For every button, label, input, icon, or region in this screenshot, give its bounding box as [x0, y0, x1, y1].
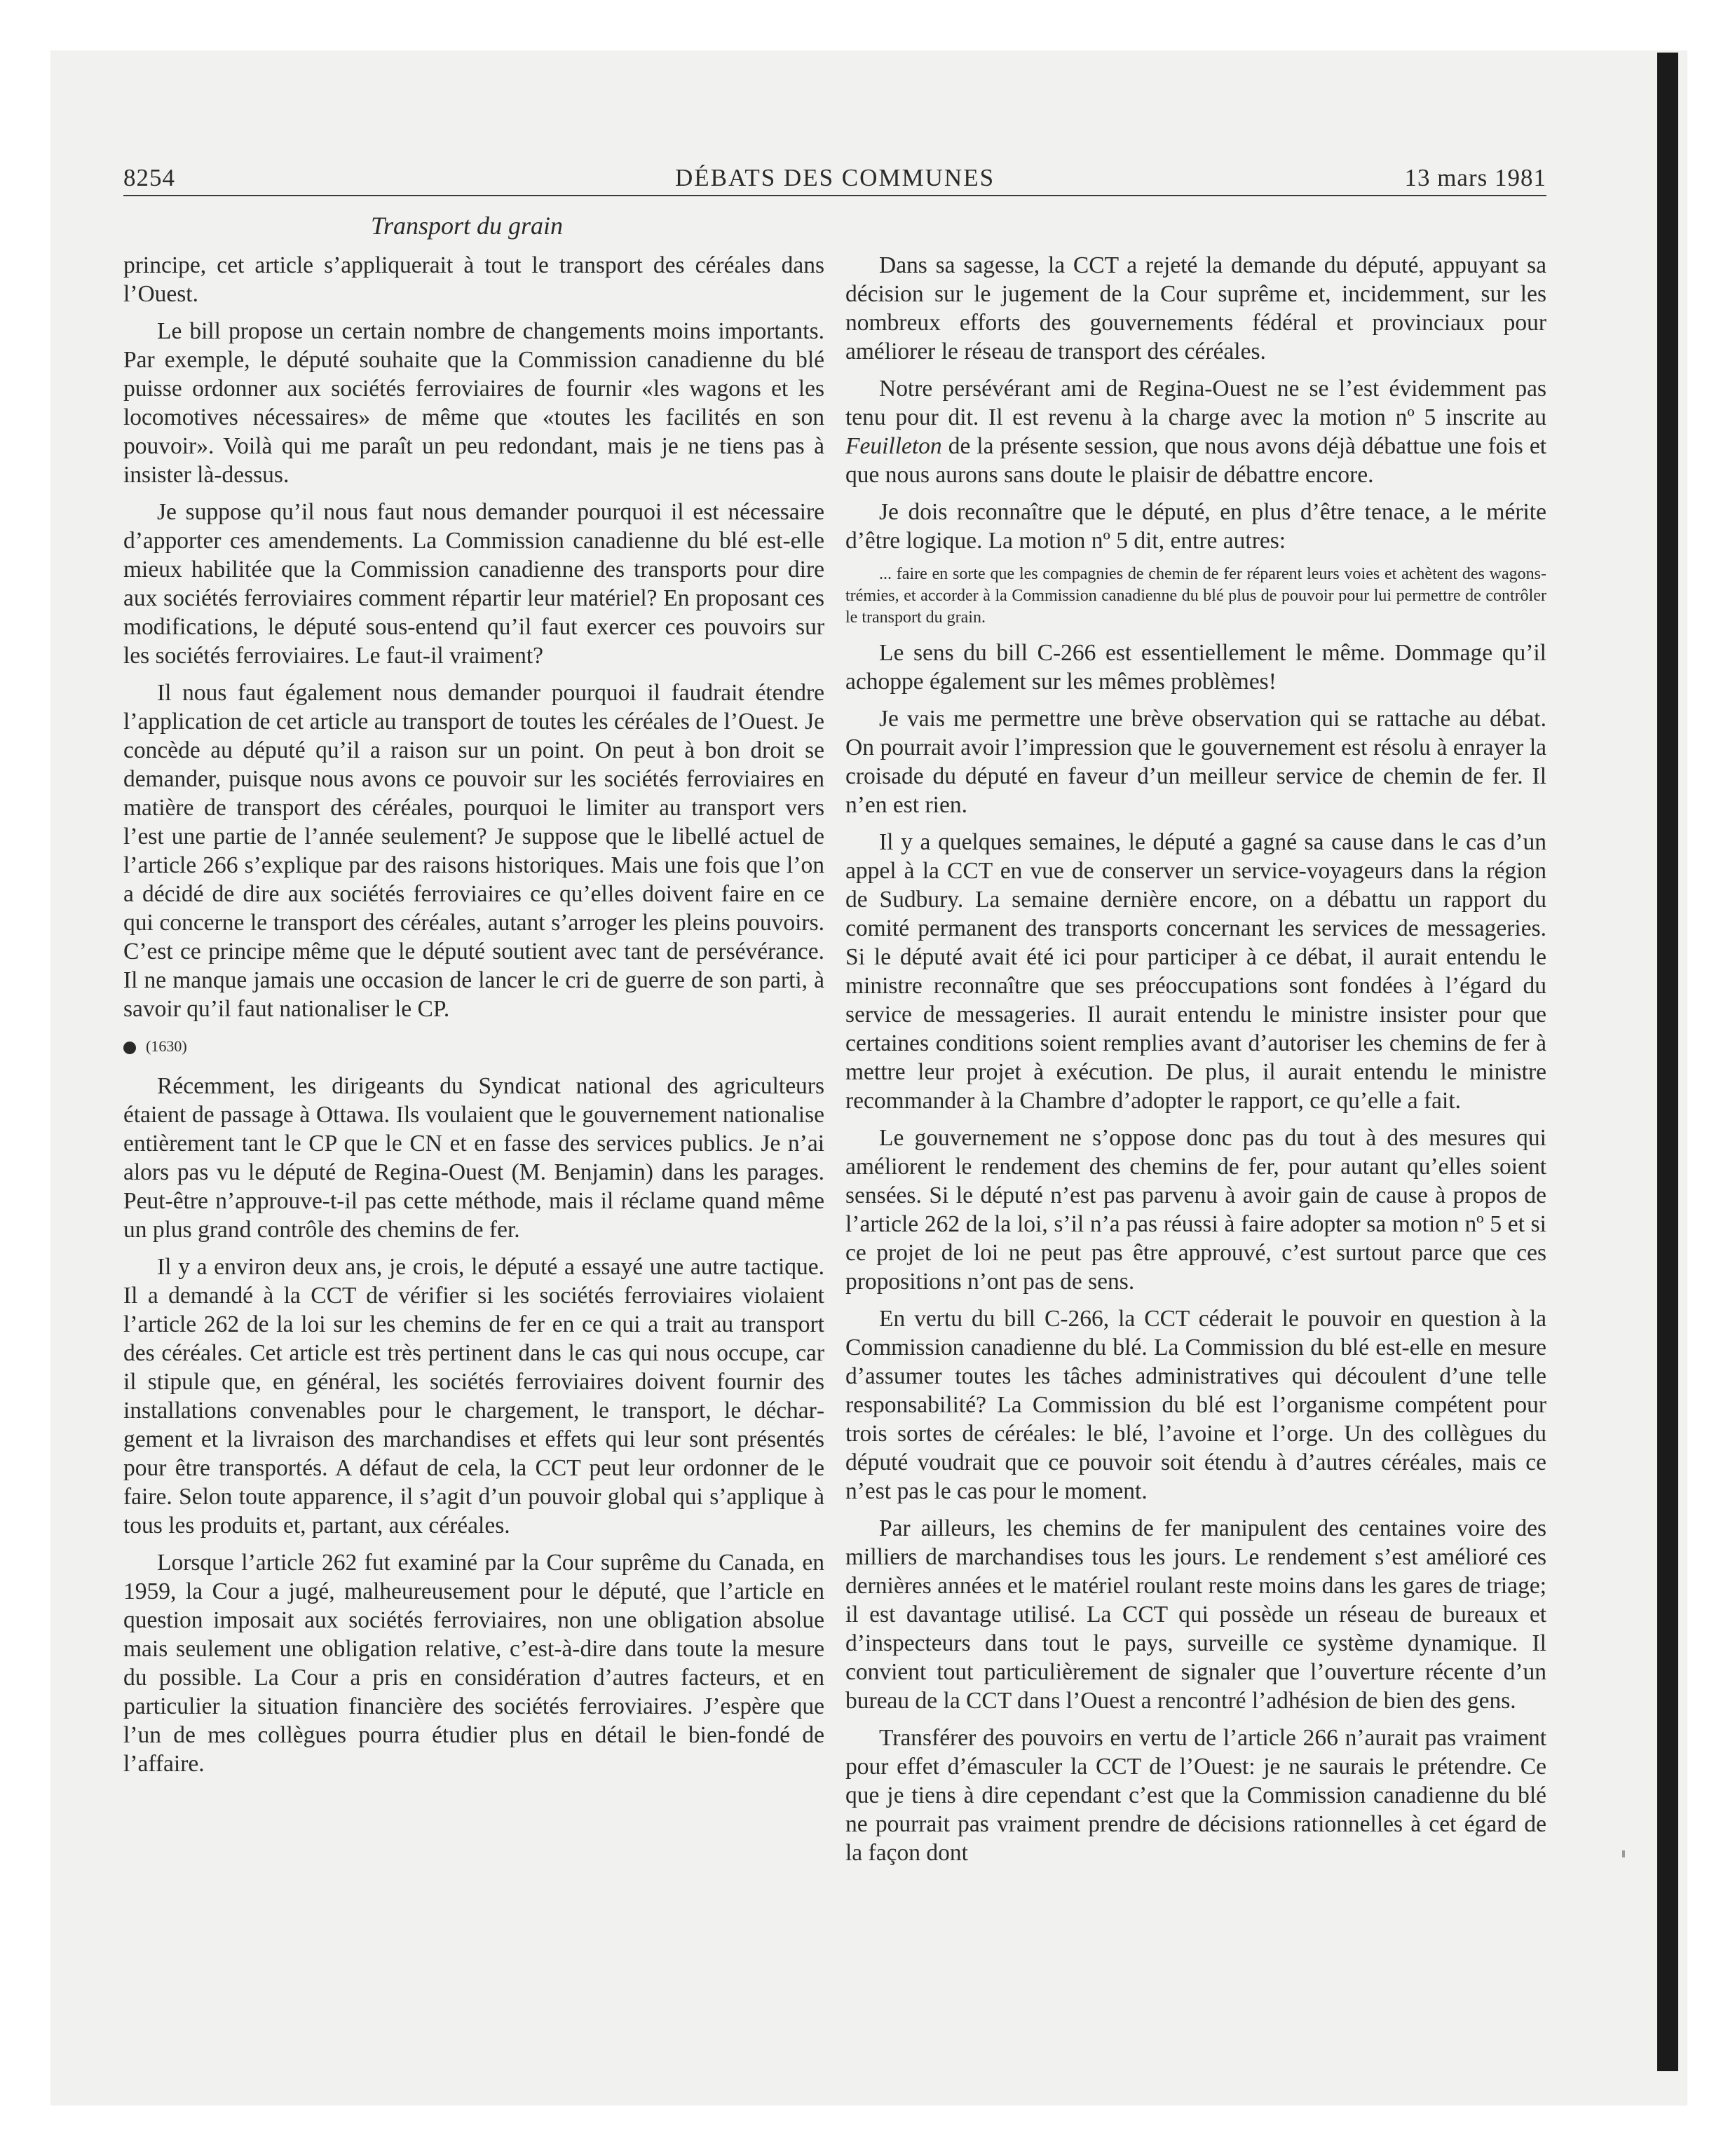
italic-title: Feuilleton — [845, 433, 942, 459]
quote-text: ... faire en sorte que les compagnies de chemin de fer réparent leurs voies et achètent des wagons-trémies, et accorder à la Commission canadienne du blé plus de pouvoir pour lui permettre de contrôler le transport du grain. — [845, 565, 1546, 627]
paragraph: En vertu du bill C-266, la CCT céderait le pouvoir en question à la Commission canadienne du blé. La Commission du blé est-elle en mesure d’assumer toutes les tâches administratives qui découlent d’une telle responsabilité? La Commission du blé est l’organisme compétent pour trois sortes de céréales: le blé, l’avoine et l’orge. Un des collègues du député voudrait que ce pouvoir soit étendu à d’autres céréales, mais ce n’est pas le cas pour le moment. — [845, 1306, 1546, 1504]
page-header — [123, 160, 1546, 202]
paragraph — [845, 374, 1546, 489]
paragraph-text: de la présente session, que nous avons déjà débattue une fois et que nous aurons sans doute le plaisir de débattre encore. — [845, 433, 1547, 488]
paragraph: Transférer des pouvoirs en vertu de l’article 266 n’aurait pas vraiment pour effet d’émasculer la CCT de l’Ouest: je ne saurais le prétendre. Ce que je tiens à dire cependant c’est que la Commission canadienne du blé ne pourrait pas vraiment prendre de décisions rationnelles à cet égard de la façon dont — [845, 1725, 1546, 1866]
paragraph: Par ailleurs, les chemins de fer manipulent des centaines voire des milliers de marchandises tous les jours. Le rendement s’est amélioré ces dernières années et le matériel roulant reste moins dans les gares de triage; il est davantage utilisé. La CCT qui possède un réseau de bureaux et d’inspecteurs dans tout le pays, surveille ce système dynamique. Il convient tout particulièrement de signaler que l’ouverture récente d’un bureau de la CCT dans l’Ouest a rencontré l’adhésion de bien des gens. — [845, 1515, 1546, 1714]
paragraph: Il y a environ deux ans, je crois, le député a essayé une autre tactique. Il a demandé à la CCT de vérifier si les sociétés ferroviaires violaient l’article 262 de la loi sur les chemins de fer en ce qui a trait au transport des céréales. Cet article est très pertinent dans le cas qui nous occupe, car il stipule que, en général, les sociétés ferroviaires doivent fournir des installations convenables pour le chargement, le transport, le déchargement et la livraison des marchandises et effets qui leur sont présentés pour être transportés. A défaut de cela, la CCT peut leur ordonner de le faire. Selon toute apparence, il s’agit d’un pouvoir global qui s’applique à tous les produits et, partant, aux céréales. — [123, 1254, 824, 1538]
binding-edge — [1657, 53, 1678, 2071]
header-rule — [123, 195, 1546, 196]
block-quote — [845, 564, 1546, 629]
page-number: 8254 — [123, 164, 175, 191]
paragraph: Le bill propose un certain nombre de changements moins importants. Par exemple, le député souhaite que la Commission canadienne du blé puisse ordonner aux sociétés ferroviaires de fournir «les wagons et les locomotives nécessaires» de même que «toutes les facilités en son pouvoir». Voilà qui me paraît un peu redondant, mais je ne tiens pas à insister là-dessus. — [123, 318, 824, 488]
bullet-icon — [123, 1042, 136, 1054]
right-column — [845, 251, 1546, 1876]
time-marker — [123, 1032, 824, 1060]
left-column — [123, 251, 824, 1787]
paragraph: Il nous faut également nous demander pourquoi il faudrait étendre l’application de cet article au transport de toutes les céréales de l’Ouest. Je concède au député qu’il a raison sur un point. On peut à bon droit se demander, puisque nous avons ce pouvoir sur les sociétés ferroviaires en matière de transport des céréales, pourquoi le limiter au transport vers l’est une partie de l’année seulement? Je suppose que le libellé actuel de l’article 266 s’explique par des raisons historiques. Mais une fois que l’on a décidé de dire aux sociétés ferroviaires ce qu’elles doivent faire en ce qui concerne le transport des céréales, autant s’arroger les pleins pouvoirs. C’est ce principe même que le député soutient avec tant de persévérance. Il ne manque jamais une occasion de lancer le cri de guerre de son parti, à savoir qu’il faut nationaliser le CP. — [123, 680, 824, 1022]
paragraph: Je vais me permettre une brève observation qui se rattache au débat. On pourrait avoir l’impression que le gouvernement est résolu à enrayer la croisade du député en faveur d’un meilleur service de chemin de fer. Il n’en est rien. — [845, 706, 1546, 818]
section-title: Transport du grain — [370, 212, 564, 240]
time-marker-text: (1630) — [146, 1037, 187, 1055]
publication-title: DÉBATS DES COMMUNES — [674, 164, 995, 191]
header-date: 13 mars 1981 — [1404, 164, 1546, 191]
paragraph: principe, cet article s’appliquerait à tout le transport des céréales dans l’Ouest. — [123, 252, 824, 307]
paragraph: Récemment, les dirigeants du Syndicat national des agriculteurs étaient de passage à Ottawa. Ils voulaient que le gouvernement nationalise entièrement tant le CP que le CN et en fasse des services publics. Je n’ai alors pas vu le député de Regina-Ouest (M. Benjamin) dans les parages. Peut-être n’approuve-t-il pas cette méthode, mais il réclame quand même un plus grand contrôle des chemins de fer. — [123, 1073, 824, 1243]
paragraph: Je dois reconnaître que le député, en plus d’être tenace, a le mérite d’être logique. La motion nº 5 dit, entre autres: — [845, 499, 1546, 554]
paragraph: Le sens du bill C-266 est essentiellement le même. Dommage qu’il achoppe également sur les mêmes problèmes! — [845, 640, 1546, 695]
paragraph-text: Notre persévérant ami de Regina-Ouest ne se l’est évidemment pas tenu pour dit. Il est revenu à la charge avec la motion nº 5 inscrite au — [845, 376, 1546, 430]
paragraph: Lorsque l’article 262 fut examiné par la Cour suprême du Canada, en 1959, la Cour a jugé, malheureusement pour le député, que l’article en question imposait aux sociétés ferroviaires, non une obligation absolue mais seulement une obligation relative, c’est-à-dire dans toute la mesure du possible. La Cour a pris en considération d’autres facteurs, et en particulier la situation financière des sociétés ferroviaires. J’espère que l’un de mes collègues pourra étudier plus en détail le bien-fondé de l’affaire. — [123, 1550, 824, 1777]
paragraph: Je suppose qu’il nous faut nous demander pourquoi il est nécessaire d’apporter ces amendements. La Commission canadienne du blé est-elle mieux habilitée que la Commission canadienne des transports pour dire aux sociétés ferroviaires comment répartir leur matériel? En proposant ces modifications, le député sous-entend qu’il faut exercer ces pouvoirs sur les sociétés ferroviaires. Le faut-il vraiment? — [123, 499, 824, 669]
scan-mark — [1622, 1850, 1625, 1857]
paragraph: Il y a quelques semaines, le député a gagné sa cause dans le cas d’un appel à la CCT en vue de conserver un service-voyageurs dans la région de Sudbury. La semaine dernière encore, on a débattu un rapport du comité permanent des transports concernant les services de messageries. Si le député avait été ici pour participer à ce débat, il aurait entendu le ministre reconnaître que ses préoccupations sont fondées à l’égard du service de messageries. Il aurait entendu le ministre insister pour que certaines conditions soient remplies avant d’autoriser les chemins de fer à mettre leur projet à exécution. De plus, il aurait entendu le ministre recommander à la Chambre d’adopter le rapport, ce qu’elle a fait. — [845, 829, 1546, 1114]
paragraph: Le gouvernement ne s’oppose donc pas du tout à des mesures qui améliorent le rendement des chemins de fer, pour autant qu’elles soient sensées. Si le député n’est pas parvenu à avoir gain de cause à propos de l’article 262 de la loi, s’il n’a pas réussi à faire adopter sa motion nº 5 et si ce projet de loi ne peut pas être approuvé, c’est surtout parce que ces propositions n’ont pas de sens. — [845, 1125, 1546, 1295]
paragraph: Dans sa sagesse, la CCT a rejeté la demande du député, appuyant sa décision sur le jugement de la Cour suprême et, incidemment, sur les nombreux efforts des gouvernements fédéral et provinciaux pour améliorer le réseau de transport des céréales. — [845, 252, 1546, 364]
